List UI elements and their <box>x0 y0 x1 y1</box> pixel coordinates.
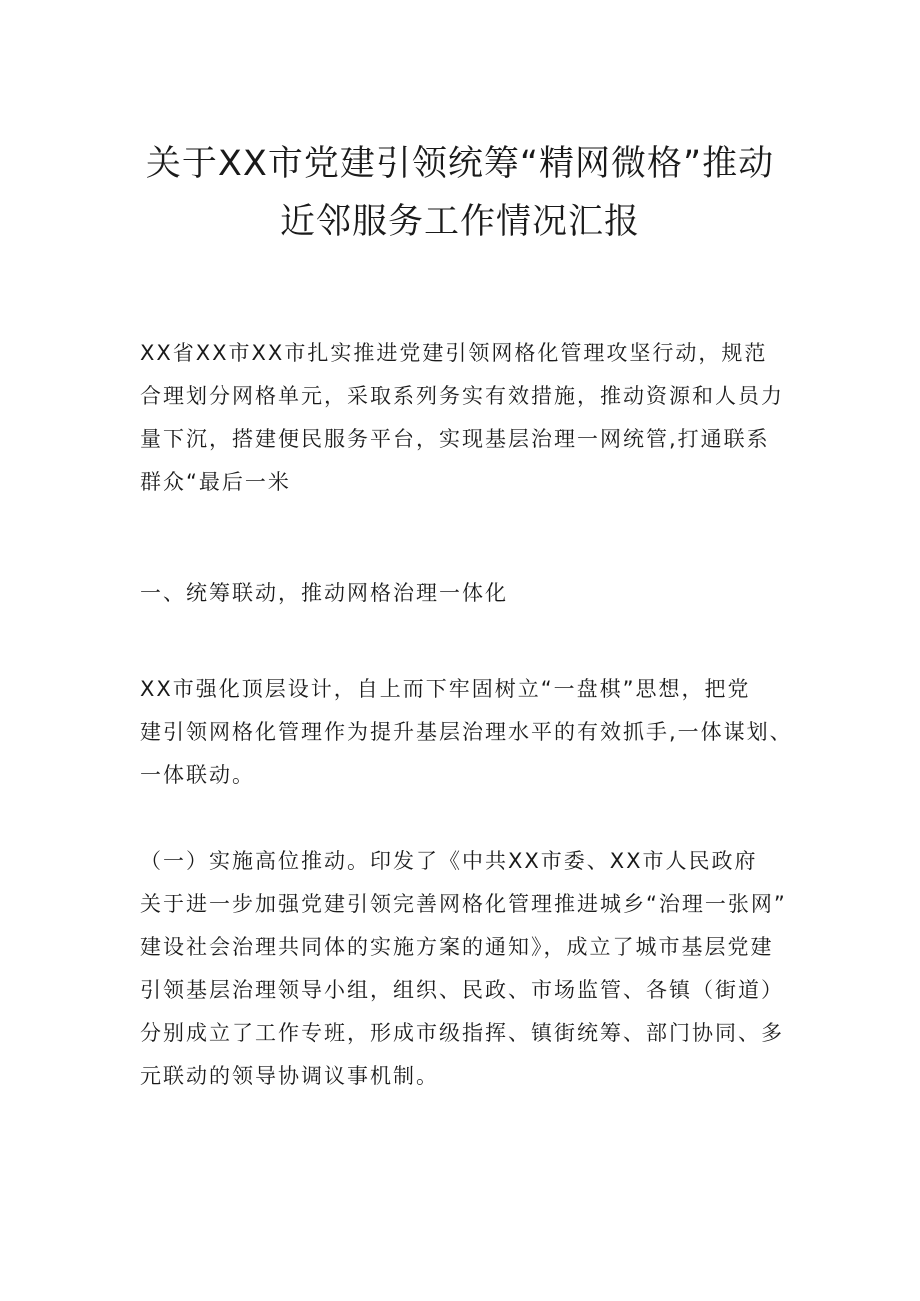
subsection-1-line-2: 关于进一步加强党建引领完善网格化管理推进城乡“治理一张网” <box>140 892 787 916</box>
subsection-1-paragraph <box>140 840 790 1098</box>
document-title-line-1: 关于XX市党建引领统筹“精网微格”推动 <box>145 144 775 184</box>
intro-line-3: 量下沉，搭建便民服务平台，实现基层治理一网统管,打通联系 <box>140 427 770 451</box>
subsection-1-line-1: （一）实施高位推动。印发了《中共XX市委、XX市人民政府 <box>140 849 758 873</box>
section-1-line-2: 建引领网格化管理作为提升基层治理水平的有效抓手,一体谋划、 <box>140 720 793 744</box>
subsection-1-line-5: 分别成立了工作专班，形成市级指挥、镇街统筹、部门协同、多 <box>140 1021 784 1045</box>
intro-line-2: 合理划分网格单元，采取系列务实有效措施，推动资源和人员力 <box>140 384 784 408</box>
section-1-line-3: 一体联动。 <box>140 763 255 787</box>
intro-paragraph <box>140 332 790 504</box>
section-1-line-1: XX市强化顶层设计，自上而下牢固树立“一盘棋”思想，把党 <box>140 677 751 701</box>
section-1-heading <box>140 572 790 615</box>
section-1-paragraph <box>140 668 793 797</box>
document-title-line-2: 近邻服务工作情况汇报 <box>279 202 640 242</box>
intro-line-4: 群众“最后一米 <box>140 470 291 494</box>
intro-line-1: XX省XX市XX市扎实推进党建引领网格化管理攻坚行动，规范 <box>140 341 768 365</box>
section-1-heading-text: 一、统筹联动，推动网格治理一体化 <box>140 581 508 605</box>
subsection-1-line-6: 元联动的领导协调议事机制。 <box>140 1064 439 1088</box>
subsection-1-line-3: 建设社会治理共同体的实施方案的通知》，成立了城市基层党建 <box>140 935 774 959</box>
subsection-1-line-4: 引领基层治理领导小组，组织、民政、市场监管、各镇（街道） <box>140 978 784 1002</box>
